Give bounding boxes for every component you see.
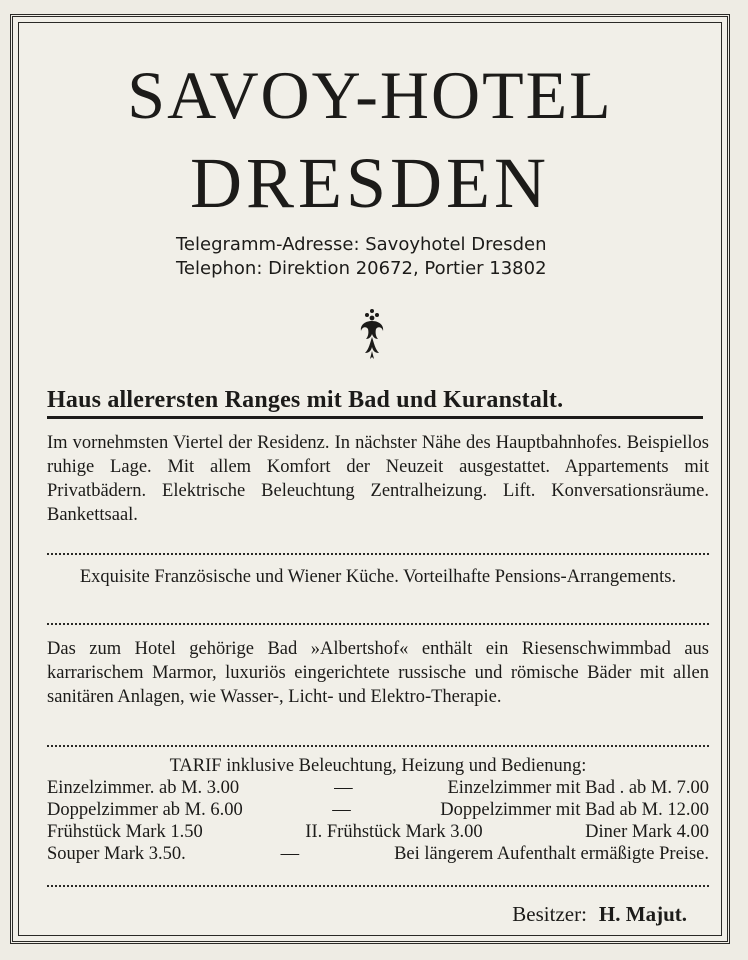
dotted-divider — [47, 885, 709, 887]
tarif-cell: Doppelzimmer mit Bad ab M. 12.00 — [440, 800, 709, 820]
advertisement-frame — [10, 14, 730, 944]
tarif-cell: Souper Mark 3.50. — [47, 844, 186, 864]
paragraph-bath: Das zum Hotel gehörige Bad »Albertshof« enthält ein Riesenschwimmbad aus karrarischem Marmor, luxuriös eingerichtete russische und römische Bäder mit allen sanitären Anlagen, wie Wasser-, Licht- und Elektro-Therapie. — [47, 639, 709, 707]
owner-name: H. Majut. — [598, 902, 687, 926]
dotted-divider — [47, 623, 709, 625]
tarif-row — [47, 821, 709, 843]
tarif-cell: — — [334, 778, 353, 798]
owner-label: Besitzer: — [512, 902, 587, 926]
tarif-block — [47, 755, 709, 865]
fleur-ornament-icon — [357, 307, 387, 361]
tarif-heading: TARIF inklusive Beleuchtung, Heizung und Bedienung: — [169, 756, 587, 776]
tarif-row — [47, 843, 709, 865]
dotted-divider — [47, 745, 709, 747]
tarif-cell: Einzelzimmer mit Bad . ab M. 7.00 — [447, 778, 709, 798]
tarif-cell: Bei längerem Aufenthalt ermäßigte Preise. — [394, 844, 709, 864]
tarif-cell: Frühstück Mark 1.50 — [47, 822, 203, 842]
tarif-row — [47, 777, 709, 799]
tarif-cell: — — [280, 844, 300, 864]
paragraph-location: Im vornehmsten Viertel der Residenz. In nächster Nähe des Hauptbahnhofes. Beispiellos ruhige Lage. Mit allem Komfort der Neuzeit ausgestattet. Appartements mit Privatbädern. Elektrische Beleuchtung Zentralheizung. Lift. Konversationsräume. Bankettsaal. — [47, 433, 709, 525]
tarif-row — [47, 799, 709, 821]
owner-line — [512, 902, 687, 927]
tarif-cell: Diner Mark 4.00 — [585, 822, 709, 842]
tarif-cell: Doppelzimmer ab M. 6.00 — [47, 800, 243, 820]
headline: Haus allerersten Ranges mit Bad und Kuranstalt. — [47, 387, 703, 419]
dotted-divider — [47, 553, 709, 555]
city-name: DRESDEN — [189, 143, 550, 223]
hotel-name: SAVOY-HOTEL — [127, 57, 613, 133]
tarif-cell: Einzelzimmer. ab M. 3.00 — [47, 778, 240, 798]
paragraph-cuisine: Exquisite Französische und Wiener Küche. Vorteilhafte Pensions-Arrangements. — [79, 567, 677, 587]
contact-block — [176, 233, 547, 281]
tarif-cell: — — [332, 800, 351, 820]
telephone-numbers: Telephon: Direktion 20672, Portier 13802 — [176, 258, 547, 279]
telegram-address: Telegramm-Adresse: Savoyhotel Dresden — [176, 234, 547, 255]
tarif-cell: II. Frühstück Mark 3.00 — [305, 822, 483, 842]
